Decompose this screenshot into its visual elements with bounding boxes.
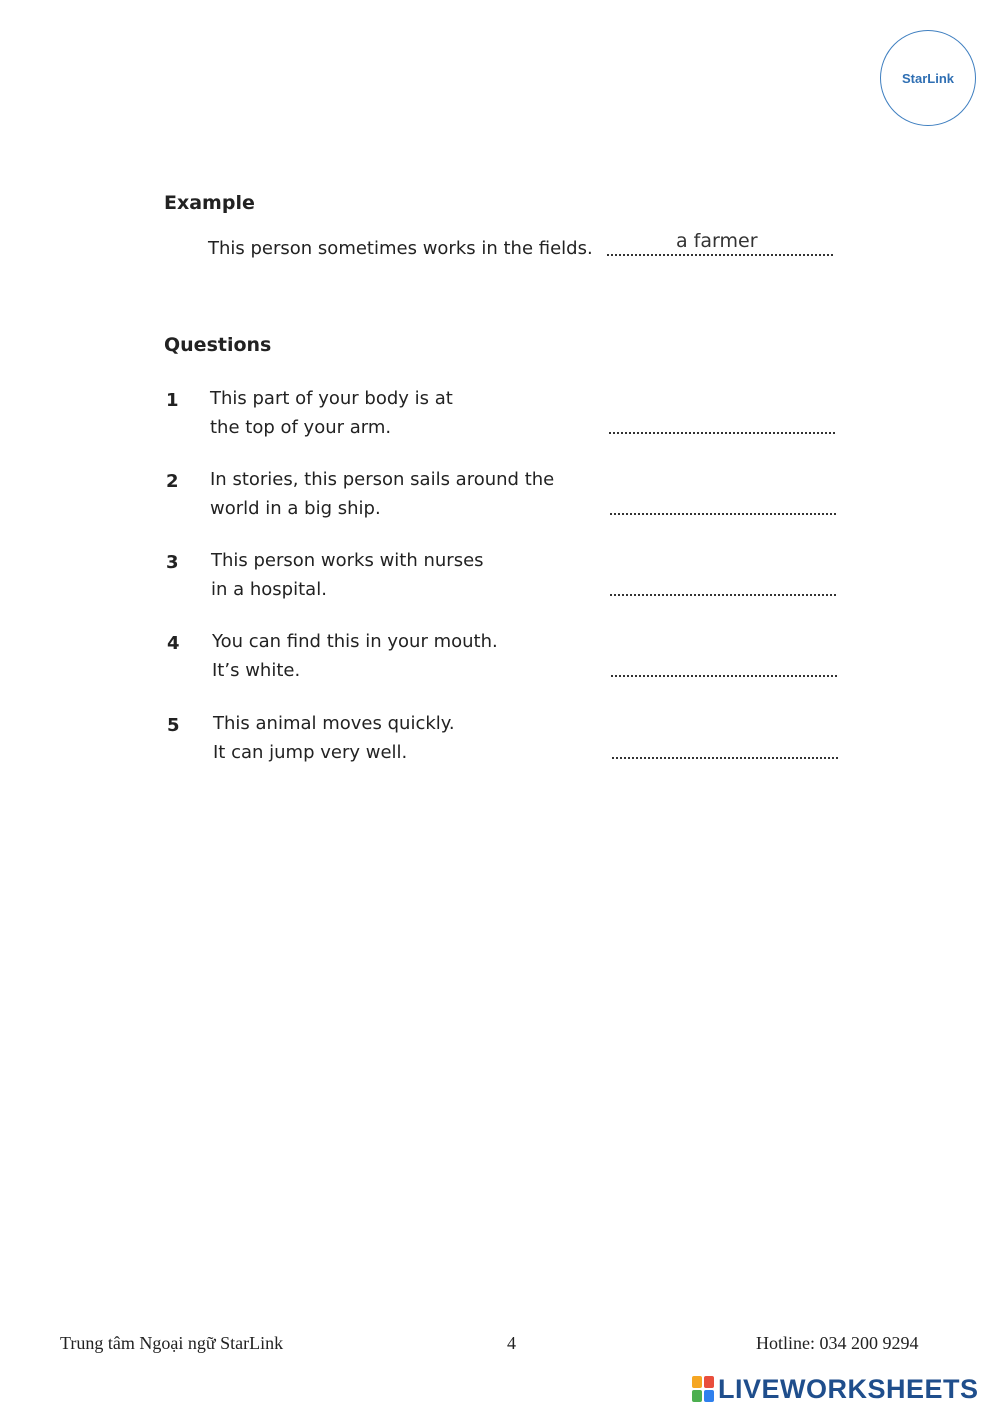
question-number: 1 [166,390,179,411]
answer-line-5[interactable] [612,757,838,759]
question-text-line2: It can jump very well. [213,742,408,763]
question-number: 5 [167,715,180,736]
question-text-line1: This part of your body is at [210,388,453,409]
example-heading: Example [164,192,255,214]
answer-line-3[interactable] [610,594,836,596]
question-text-line1: This person works with nurses [211,550,484,571]
footer-hotline: Hotline: 034 200 9294 [756,1333,919,1353]
example-answer-line [607,254,833,256]
question-text-line2: It’s white. [212,660,301,681]
question-text-line2: in a hospital. [211,579,327,600]
question-text-line1: This animal moves quickly. [213,713,455,734]
question-number: 2 [166,471,179,492]
question-text-line2: world in a big ship. [210,498,381,519]
footer-center-name: Trung tâm Ngoại ngữ StarLink [60,1333,284,1353]
answer-line-1[interactable] [609,432,835,434]
example-sentence: This person sometimes works in the fields. [208,238,593,259]
question-text-line1: You can find this in your mouth. [212,631,498,652]
footer-page-number: 4 [507,1333,516,1353]
liveworksheets-icon [692,1376,714,1402]
question-text-line1: In stories, this person sails around the [210,469,555,490]
answer-line-2[interactable] [610,513,836,515]
question-number: 3 [166,552,179,573]
answer-line-4[interactable] [611,675,837,677]
example-answer: a farmer [676,230,758,252]
questions-heading: Questions [164,334,272,356]
question-number: 4 [167,633,180,654]
question-text-line2: the top of your arm. [210,417,392,438]
starlink-logo [880,30,976,126]
liveworksheets-text: LIVEWORKSHEETS [718,1373,979,1404]
logo-text: StarLink [901,70,954,86]
liveworksheets-brand [692,1374,979,1404]
